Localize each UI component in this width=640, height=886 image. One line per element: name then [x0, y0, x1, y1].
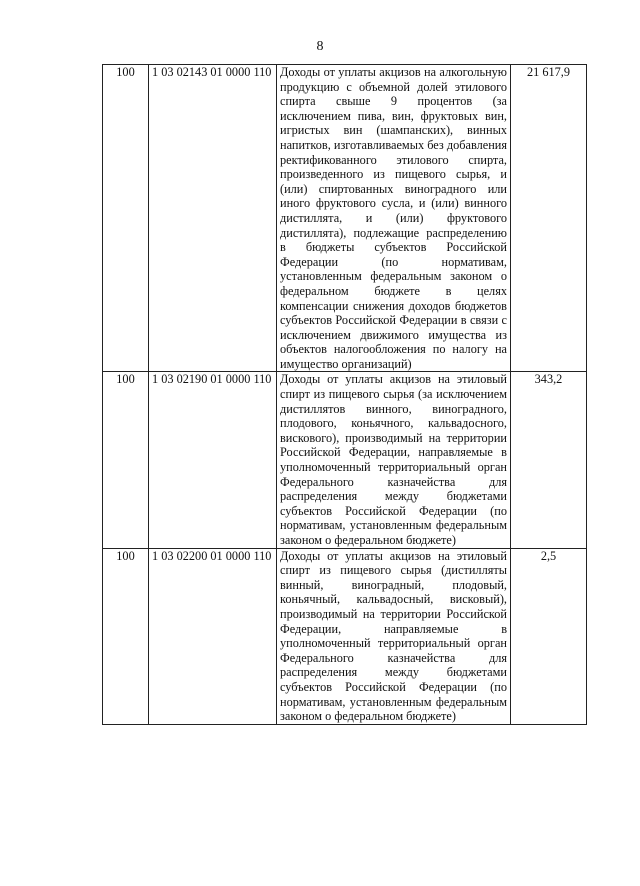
revenue-amount: 2,5: [511, 548, 587, 724]
table-row: [103, 548, 587, 724]
budget-classification-code: 1 03 02190 01 0000 110: [149, 372, 277, 548]
budget-classification-code: 1 03 02200 01 0000 110: [149, 548, 277, 724]
revenue-name: Доходы от уплаты акцизов на этиловый спирт из пищевого сырья (за исключением дистиллятов винного, виноградного, плодового, коньячного, кальвадосного, вискового), производимый на территории Российской Федерации, направляемые в уполномоченный территориальный орган Федерального казначейства для распределения между бюджетами субъектов Российской Федерации (по нормативам, установленным федеральным законом о федеральном бюджете): [277, 372, 511, 548]
revenue-table: [102, 64, 587, 725]
table-row: [103, 372, 587, 548]
table-row: [103, 65, 587, 372]
revenue-amount: 21 617,9: [511, 65, 587, 372]
revenue-amount: 343,2: [511, 372, 587, 548]
budget-classification-code: 1 03 02143 01 0000 110: [149, 65, 277, 372]
page-number: 8: [316, 39, 324, 54]
admin-code: 100: [103, 372, 149, 548]
admin-code: 100: [103, 548, 149, 724]
revenue-name: Доходы от уплаты акцизов на алкогольную продукцию с объемной долей этилового спирта свыше 9 процентов (за исключением пива, вин, фруктовых вин, игристых вин (шампанских), винных напитков, изготавливаемых без добавления ректификованного этилового спирта, произведенного из пищевого сырья, и (или) спиртованных виноградного или иного фруктового сусла, и (или) винного дистиллята, и (или) фруктового дистиллята), подлежащие распределению в бюджеты субъектов Российской Федерации (по нормативам, установленным федеральным законом о федеральном бюджете в целях компенсации снижения доходов бюджетов субъектов Российской Федерации в связи с исключением движимого имущества из объектов налогообложения по налогу на имущество организаций): [277, 65, 511, 372]
revenue-name: Доходы от уплаты акцизов на этиловый спирт из пищевого сырья (дистилляты винный, виноградный, плодовый, коньячный, кальвадосный, висковый), производимый на территории Российской Федерации, направляемые в уполномоченный территориальный орган Федерального казначейства для распределения между бюджетами субъектов Российской Федерации (по нормативам, установленным федеральным законом о федеральном бюджете): [277, 548, 511, 724]
admin-code: 100: [103, 65, 149, 372]
